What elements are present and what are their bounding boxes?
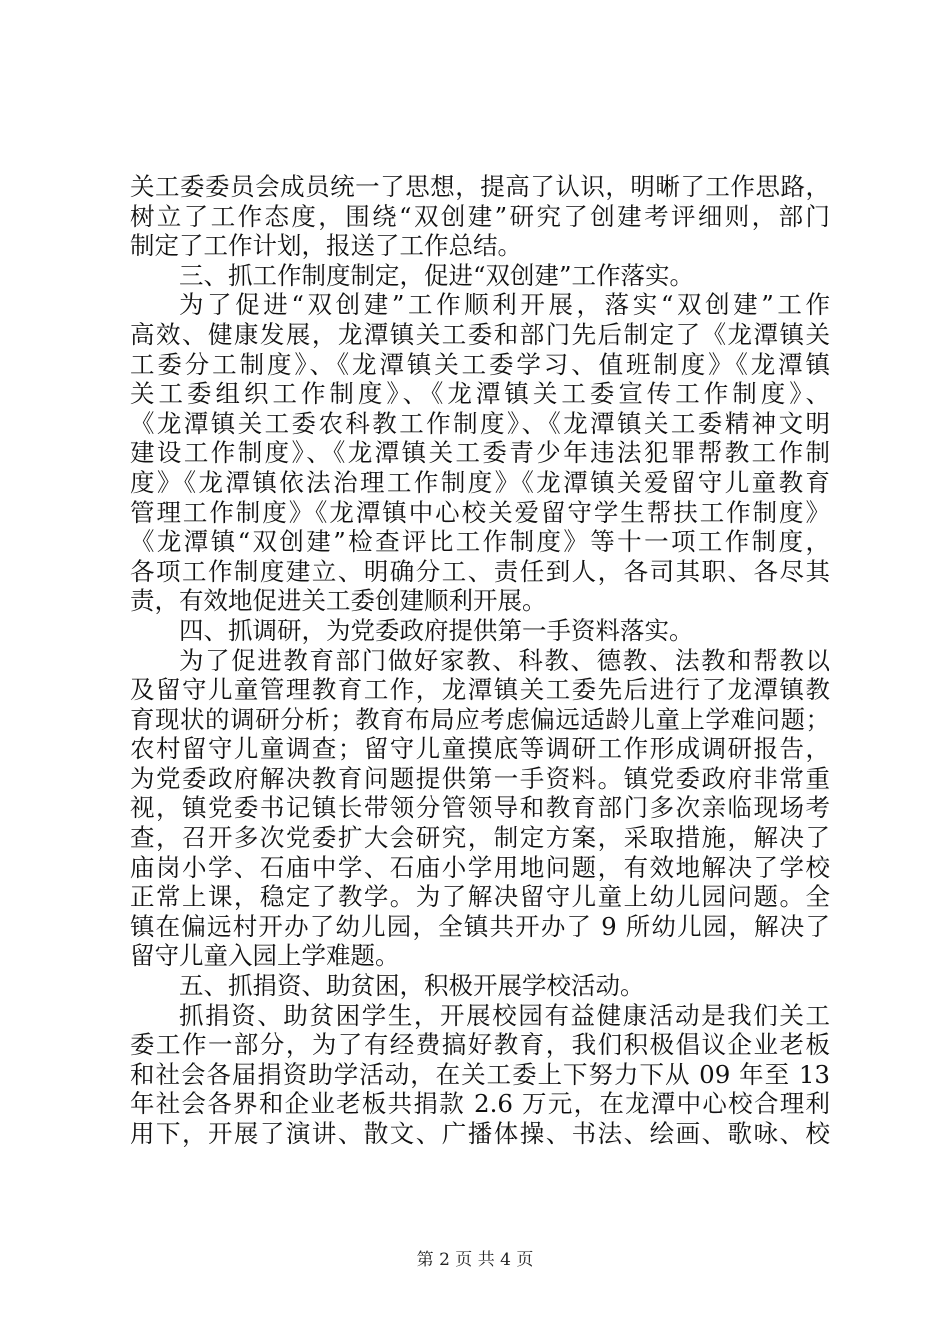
text-line: 建设工作制度》、《龙潭镇关工委青少年违法犯罪帮教工作制 — [130, 438, 830, 468]
text-line: 五、抓捐资、助贫困，积极开展学校活动。 — [179, 971, 645, 1001]
text-line: 为了促进教育部门做好家教、科教、德教、法教和帮教以 — [179, 645, 830, 675]
text-line: 工委分工制度》、《龙潭镇关工委学习、值班制度》《龙潭镇 — [130, 349, 830, 379]
text-line: 度》《龙潭镇依法治理工作制度》《龙潭镇关爱留守儿童教育 — [130, 467, 830, 497]
text-line: 《龙潭镇“双创建”检查评比工作制度》等十一项工作制度， — [130, 527, 830, 557]
text-line: 关工委组织工作制度》、《龙潭镇关工委宣传工作制度》、 — [130, 379, 830, 409]
text-line: 和社会各届捐资助学活动，在关工委上下努力下从 09 年至 13 — [130, 1059, 830, 1089]
text-line: 庙岗小学、石庙中学、石庙小学用地问题，有效地解决了学校 — [130, 852, 830, 882]
text-line: 视，镇党委书记镇长带领分管领导和教育部门多次亲临现场考 — [130, 793, 830, 823]
text-line: 制定了工作计划，报送了工作总结。 — [130, 231, 522, 261]
text-line: 管理工作制度》《龙潭镇中心校关爱留守学生帮扶工作制度》 — [130, 497, 830, 527]
page-footer: 第 2 页 共 4 页 — [416, 1250, 534, 1270]
text-line: 为了促进“双创建”工作顺利开展，落实“双创建”工作 — [179, 290, 830, 320]
text-line: 用下，开展了演讲、散文、广播体操、书法、绘画、歌咏、校 — [130, 1119, 830, 1148]
text-line: 三、抓工作制度制定，促进“双创建”工作落实。 — [179, 260, 695, 290]
text-line: 农村留守儿童调查；留守儿童摸底等调研工作形成调研报告， — [130, 734, 830, 764]
text-line: 高效、健康发展，龙潭镇关工委和部门先后制定了《龙潭镇关 — [130, 319, 830, 349]
document-body — [130, 172, 830, 1149]
text-line: 为党委政府解决教育问题提供第一手资料。镇党委政府非常重 — [130, 763, 830, 793]
text-line: 责，有效地促进关工委创建顺利开展。 — [130, 586, 547, 616]
text-line: 正常上课，稳定了教学。为了解决留守儿童上幼儿园问题。全 — [130, 882, 830, 912]
text-line: 查，召开多次党委扩大会研究，制定方案，采取措施，解决了 — [130, 823, 830, 853]
text-line: 留守儿童入园上学难题。 — [130, 941, 400, 971]
text-line: 委工作一部分，为了有经费搞好教育，我们积极倡议企业老板 — [130, 1030, 830, 1060]
text-line: 镇在偏远村开办了幼儿园，全镇共开办了 9 所幼儿园，解决了 — [130, 911, 830, 941]
text-line: 及留守儿童管理教育工作，龙潭镇关工委先后进行了龙潭镇教 — [130, 675, 830, 705]
text-line: 抓捐资、助贫困学生，开展校园有益健康活动是我们关工 — [179, 1000, 830, 1030]
text-line: 年社会各界和企业老板共捐款 2.6 万元，在龙潭中心校合理利 — [130, 1089, 830, 1119]
text-line: 各项工作制度建立、明确分工、责任到人，各司其职、各尽其 — [130, 556, 830, 586]
text-line: 关工委委员会成员统一了思想，提高了认识，明晰了工作思路， — [130, 172, 830, 201]
text-line: 四、抓调研，为党委政府提供第一手资料落实。 — [179, 615, 694, 645]
text-line: 树立了工作态度，围绕“双创建”研究了创建考评细则，部门 — [130, 201, 830, 231]
text-line: 育现状的调研分析；教育布局应考虑偏远适龄儿童上学难问题； — [130, 704, 830, 734]
text-line: 《龙潭镇关工委农科教工作制度》、《龙潭镇关工委精神文明 — [130, 408, 830, 438]
